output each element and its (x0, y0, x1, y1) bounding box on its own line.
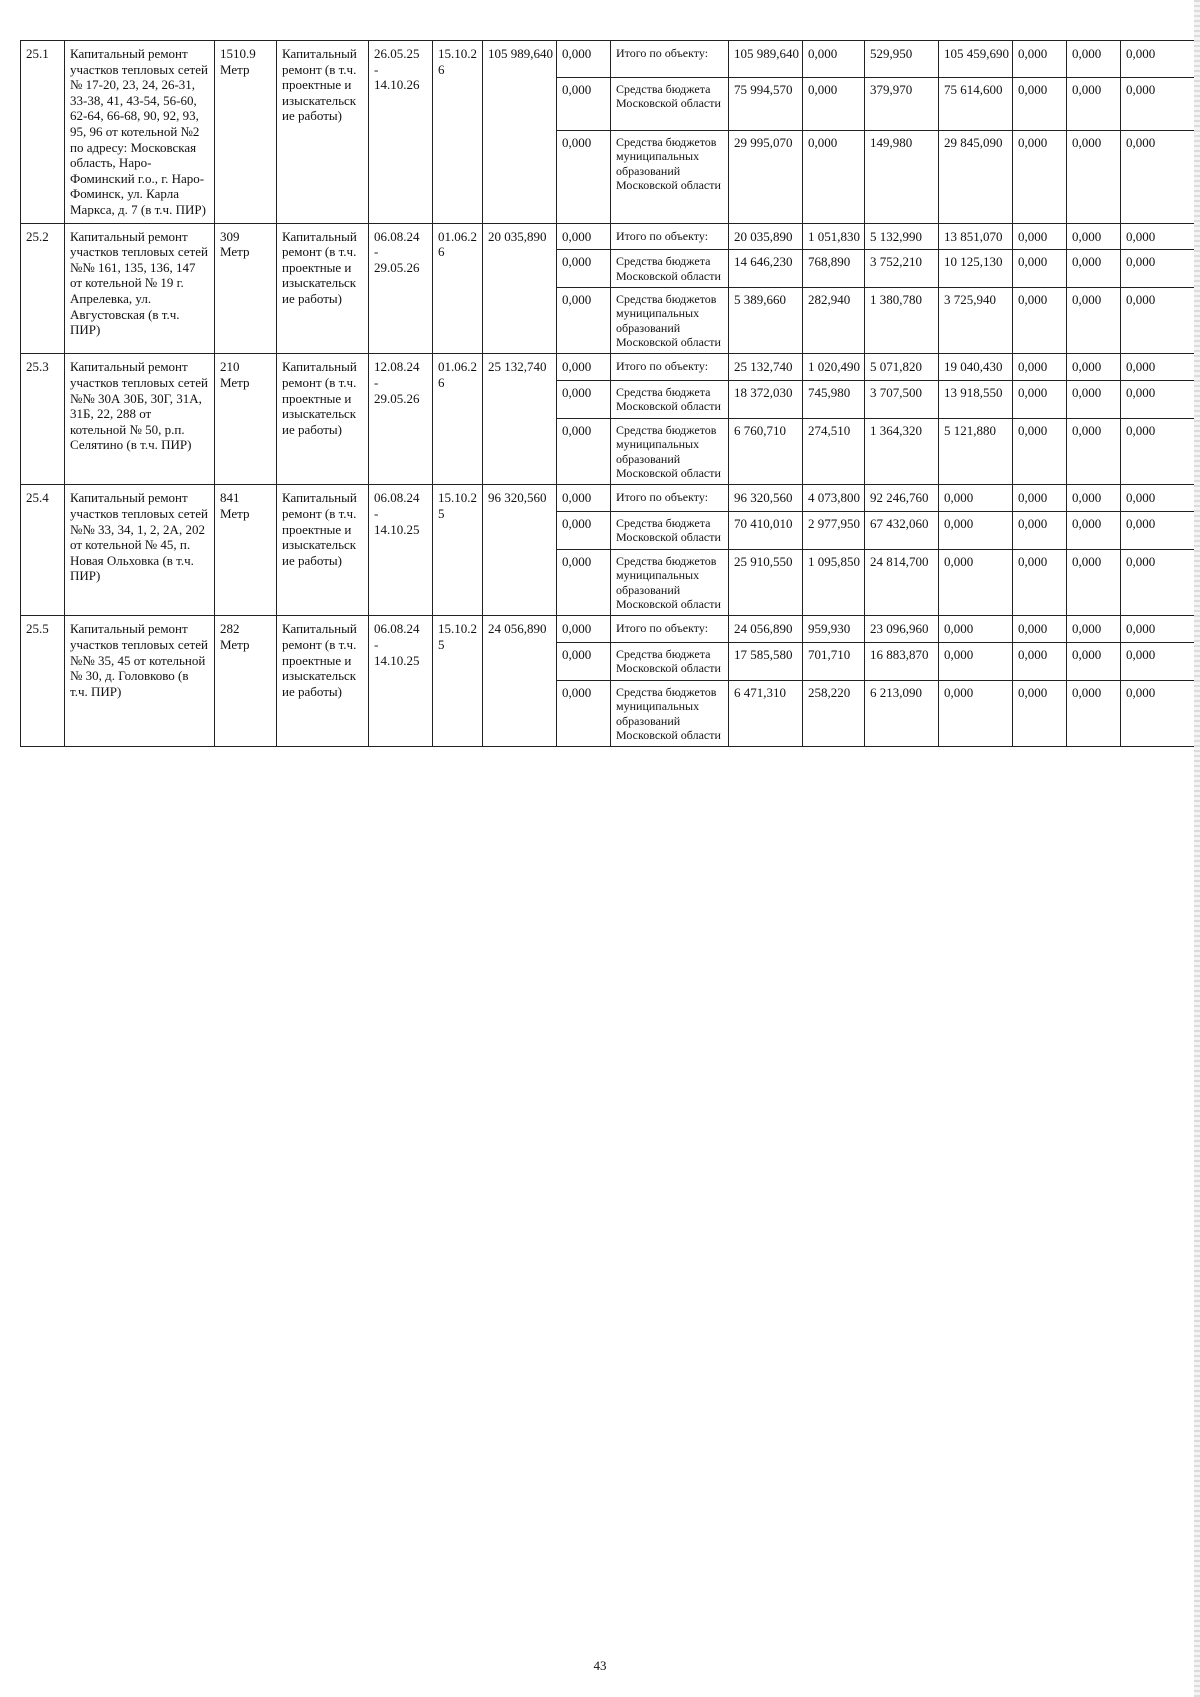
year-amount: 0,000 (1013, 223, 1067, 250)
paid-amount: 0,000 (557, 642, 611, 680)
funding-total: 25 910,550 (729, 549, 803, 616)
year-amount: 0,000 (1067, 78, 1121, 131)
funding-source: Средства бюджетов муниципальных образований Московской области (611, 680, 729, 747)
funding-source: Средства бюджетов муниципальных образований Московской области (611, 130, 729, 223)
year-amount: 258,220 (803, 680, 865, 747)
funding-source: Средства бюджета Московской области (611, 381, 729, 419)
table-row (21, 223, 1197, 250)
object-index: 25.4 (21, 485, 65, 616)
year-amount: 0,000 (1067, 418, 1121, 485)
paid-amount: 0,000 (557, 549, 611, 616)
work-type: Капитальный ремонт (в т.ч. проектные и изыскательские работы) (277, 485, 369, 616)
funding-source: Средства бюджетов муниципальных образований Московской области (611, 549, 729, 616)
year-amount: 1 380,780 (865, 287, 939, 354)
object-cost: 24 056,890 (483, 616, 557, 747)
year-amount: 0,000 (939, 549, 1013, 616)
completion-date: 15.10.25 (433, 616, 483, 747)
year-amount: 0,000 (1121, 287, 1197, 354)
funding-source: Средства бюджета Московской области (611, 250, 729, 288)
funding-source: Итого по объекту: (611, 223, 729, 250)
paid-amount: 0,000 (557, 680, 611, 747)
year-amount: 0,000 (803, 41, 865, 78)
year-amount: 0,000 (1121, 41, 1197, 78)
year-amount: 0,000 (1121, 680, 1197, 747)
year-amount: 0,000 (1013, 616, 1067, 643)
object-index: 25.1 (21, 41, 65, 224)
investment-table (20, 40, 1197, 747)
year-amount: 0,000 (1013, 381, 1067, 419)
year-amount: 0,000 (939, 680, 1013, 747)
year-amount: 0,000 (1013, 41, 1067, 78)
paid-amount: 0,000 (557, 287, 611, 354)
funding-total: 5 389,660 (729, 287, 803, 354)
funding-source: Средства бюджета Московской области (611, 78, 729, 131)
year-amount: 0,000 (1121, 418, 1197, 485)
funding-source: Средства бюджетов муниципальных образований Московской области (611, 418, 729, 485)
year-amount: 0,000 (1067, 223, 1121, 250)
object-name: Капитальный ремонт участков тепловых сетей №№ 30А 30Б, 30Г, 31А, 31Б, 22, 288 от котельной № 50, р.п. Селятино (в т.ч. ПИР) (65, 354, 215, 485)
year-amount: 959,930 (803, 616, 865, 643)
year-amount: 3 752,210 (865, 250, 939, 288)
paid-amount: 0,000 (557, 223, 611, 250)
year-amount: 0,000 (1067, 130, 1121, 223)
year-amount: 0,000 (1067, 250, 1121, 288)
paid-amount: 0,000 (557, 78, 611, 131)
paid-amount: 0,000 (557, 130, 611, 223)
object-cost: 105 989,640 (483, 41, 557, 224)
year-amount: 1 364,320 (865, 418, 939, 485)
funding-source: Итого по объекту: (611, 616, 729, 643)
completion-date: 01.06.26 (433, 223, 483, 354)
paid-amount: 0,000 (557, 354, 611, 381)
year-amount: 0,000 (1013, 287, 1067, 354)
year-amount: 67 432,060 (865, 512, 939, 550)
work-type: Капитальный ремонт (в т.ч. проектные и изыскательские работы) (277, 41, 369, 224)
object-capacity: 210 Метр (215, 354, 277, 485)
table-body (21, 41, 1197, 747)
year-amount: 0,000 (1067, 512, 1121, 550)
year-amount: 0,000 (939, 485, 1013, 512)
year-amount: 0,000 (1067, 642, 1121, 680)
funding-total: 18 372,030 (729, 381, 803, 419)
object-cost: 96 320,560 (483, 485, 557, 616)
year-amount: 0,000 (1013, 250, 1067, 288)
year-amount: 0,000 (939, 512, 1013, 550)
year-amount: 701,710 (803, 642, 865, 680)
object-index: 25.5 (21, 616, 65, 747)
funding-source: Итого по объекту: (611, 354, 729, 381)
year-amount: 0,000 (1067, 680, 1121, 747)
year-amount: 3 725,940 (939, 287, 1013, 354)
object-index: 25.2 (21, 223, 65, 354)
year-amount: 6 213,090 (865, 680, 939, 747)
paid-amount: 0,000 (557, 512, 611, 550)
year-amount: 29 845,090 (939, 130, 1013, 223)
object-index: 25.3 (21, 354, 65, 485)
object-name: Капитальный ремонт участков тепловых сетей №№ 35, 45 от котельной № 30, д. Головково (в т.ч. ПИР) (65, 616, 215, 747)
year-amount: 0,000 (1013, 130, 1067, 223)
year-amount: 0,000 (1013, 354, 1067, 381)
year-amount: 0,000 (1067, 485, 1121, 512)
year-amount: 0,000 (1067, 41, 1121, 78)
funding-total: 6 760,710 (729, 418, 803, 485)
table-row (21, 616, 1197, 643)
year-amount: 105 459,690 (939, 41, 1013, 78)
paid-amount: 0,000 (557, 485, 611, 512)
year-amount: 0,000 (1013, 680, 1067, 747)
year-amount: 529,950 (865, 41, 939, 78)
year-amount: 0,000 (1067, 354, 1121, 381)
paid-amount: 0,000 (557, 41, 611, 78)
completion-date: 01.06.26 (433, 354, 483, 485)
work-type: Капитальный ремонт (в т.ч. проектные и изыскательские работы) (277, 223, 369, 354)
year-amount: 13 918,550 (939, 381, 1013, 419)
funding-total: 17 585,580 (729, 642, 803, 680)
year-amount: 0,000 (1121, 616, 1197, 643)
year-amount: 0,000 (1121, 130, 1197, 223)
table-row (21, 354, 1197, 381)
year-amount: 0,000 (1121, 223, 1197, 250)
year-amount: 92 246,760 (865, 485, 939, 512)
funding-total: 6 471,310 (729, 680, 803, 747)
funding-total: 75 994,570 (729, 78, 803, 131)
funding-total: 70 410,010 (729, 512, 803, 550)
year-amount: 16 883,870 (865, 642, 939, 680)
paid-amount: 0,000 (557, 418, 611, 485)
year-amount: 274,510 (803, 418, 865, 485)
completion-date: 15.10.25 (433, 485, 483, 616)
table-row (21, 485, 1197, 512)
year-amount: 0,000 (803, 130, 865, 223)
year-amount: 0,000 (1121, 485, 1197, 512)
year-amount: 3 707,500 (865, 381, 939, 419)
table-row (21, 41, 1197, 78)
year-amount: 4 073,800 (803, 485, 865, 512)
paid-amount: 0,000 (557, 381, 611, 419)
year-amount: 0,000 (1013, 512, 1067, 550)
funding-total: 24 056,890 (729, 616, 803, 643)
year-amount: 0,000 (1121, 381, 1197, 419)
year-amount: 0,000 (1013, 418, 1067, 485)
year-amount: 0,000 (1067, 287, 1121, 354)
year-amount: 0,000 (939, 642, 1013, 680)
year-amount: 0,000 (1067, 549, 1121, 616)
funding-source: Средства бюджета Московской области (611, 642, 729, 680)
year-amount: 0,000 (1013, 78, 1067, 131)
year-amount: 24 814,700 (865, 549, 939, 616)
year-amount: 0,000 (1013, 642, 1067, 680)
year-amount: 0,000 (1013, 485, 1067, 512)
work-type: Капитальный ремонт (в т.ч. проектные и изыскательские работы) (277, 616, 369, 747)
year-amount: 5 121,880 (939, 418, 1013, 485)
funding-source: Средства бюджетов муниципальных образований Московской области (611, 287, 729, 354)
year-amount: 2 977,950 (803, 512, 865, 550)
funding-total: 14 646,230 (729, 250, 803, 288)
work-period: 06.08.24 - 14.10.25 (369, 616, 433, 747)
work-period: 06.08.24 - 29.05.26 (369, 223, 433, 354)
year-amount: 0,000 (1121, 549, 1197, 616)
year-amount: 10 125,130 (939, 250, 1013, 288)
year-amount: 0,000 (1121, 512, 1197, 550)
funding-total: 25 132,740 (729, 354, 803, 381)
funding-total: 105 989,640 (729, 41, 803, 78)
year-amount: 0,000 (1013, 549, 1067, 616)
work-period: 12.08.24 - 29.05.26 (369, 354, 433, 485)
year-amount: 13 851,070 (939, 223, 1013, 250)
funding-total: 96 320,560 (729, 485, 803, 512)
year-amount: 149,980 (865, 130, 939, 223)
object-name: Капитальный ремонт участков тепловых сетей № 17-20, 23, 24, 26-31, 33-38, 41, 43-54, 56-60, 62-64, 66-68, 90, 92, 93, 95, 96 от котельной №2 по адресу: Московская область, Наро-Фоминский г.о., г. Наро-Фоминск, ул. Карла Маркса, д. 7 (в т.ч. ПИР) (65, 41, 215, 224)
work-period: 06.08.24 - 14.10.25 (369, 485, 433, 616)
object-capacity: 309 Метр (215, 223, 277, 354)
object-name: Капитальный ремонт участков тепловых сетей №№ 33, 34, 1, 2, 2А, 202 от котельной № 45, п. Новая Ольховка (в т.ч. ПИР) (65, 485, 215, 616)
year-amount: 0,000 (1121, 642, 1197, 680)
year-amount: 5 071,820 (865, 354, 939, 381)
year-amount: 282,940 (803, 287, 865, 354)
funding-source: Итого по объекту: (611, 41, 729, 78)
year-amount: 0,000 (939, 616, 1013, 643)
year-amount: 5 132,990 (865, 223, 939, 250)
year-amount: 0,000 (1121, 250, 1197, 288)
year-amount: 19 040,430 (939, 354, 1013, 381)
object-capacity: 1510.9 Метр (215, 41, 277, 224)
year-amount: 745,980 (803, 381, 865, 419)
year-amount: 0,000 (1067, 381, 1121, 419)
year-amount: 1 095,850 (803, 549, 865, 616)
year-amount: 0,000 (1067, 616, 1121, 643)
funding-source: Итого по объекту: (611, 485, 729, 512)
funding-total: 29 995,070 (729, 130, 803, 223)
year-amount: 0,000 (1121, 78, 1197, 131)
year-amount: 0,000 (803, 78, 865, 131)
year-amount: 0,000 (1121, 354, 1197, 381)
object-cost: 20 035,890 (483, 223, 557, 354)
object-capacity: 282 Метр (215, 616, 277, 747)
year-amount: 768,890 (803, 250, 865, 288)
object-cost: 25 132,740 (483, 354, 557, 485)
work-type: Капитальный ремонт (в т.ч. проектные и изыскательские работы) (277, 354, 369, 485)
object-capacity: 841 Метр (215, 485, 277, 616)
year-amount: 23 096,960 (865, 616, 939, 643)
document-page (20, 40, 1180, 1640)
object-name: Капитальный ремонт участков тепловых сетей №№ 161, 135, 136, 147 от котельной № 19 г. Апрелевка, ул. Августовская (в т.ч. ПИР) (65, 223, 215, 354)
year-amount: 379,970 (865, 78, 939, 131)
paid-amount: 0,000 (557, 250, 611, 288)
year-amount: 75 614,600 (939, 78, 1013, 131)
funding-source: Средства бюджета Московской области (611, 512, 729, 550)
funding-total: 20 035,890 (729, 223, 803, 250)
completion-date: 15.10.26 (433, 41, 483, 224)
page-number: 43 (593, 1658, 607, 1673)
scan-edge (1194, 0, 1200, 1697)
year-amount: 1 020,490 (803, 354, 865, 381)
year-amount: 1 051,830 (803, 223, 865, 250)
work-period: 26.05.25 - 14.10.26 (369, 41, 433, 224)
paid-amount: 0,000 (557, 616, 611, 643)
